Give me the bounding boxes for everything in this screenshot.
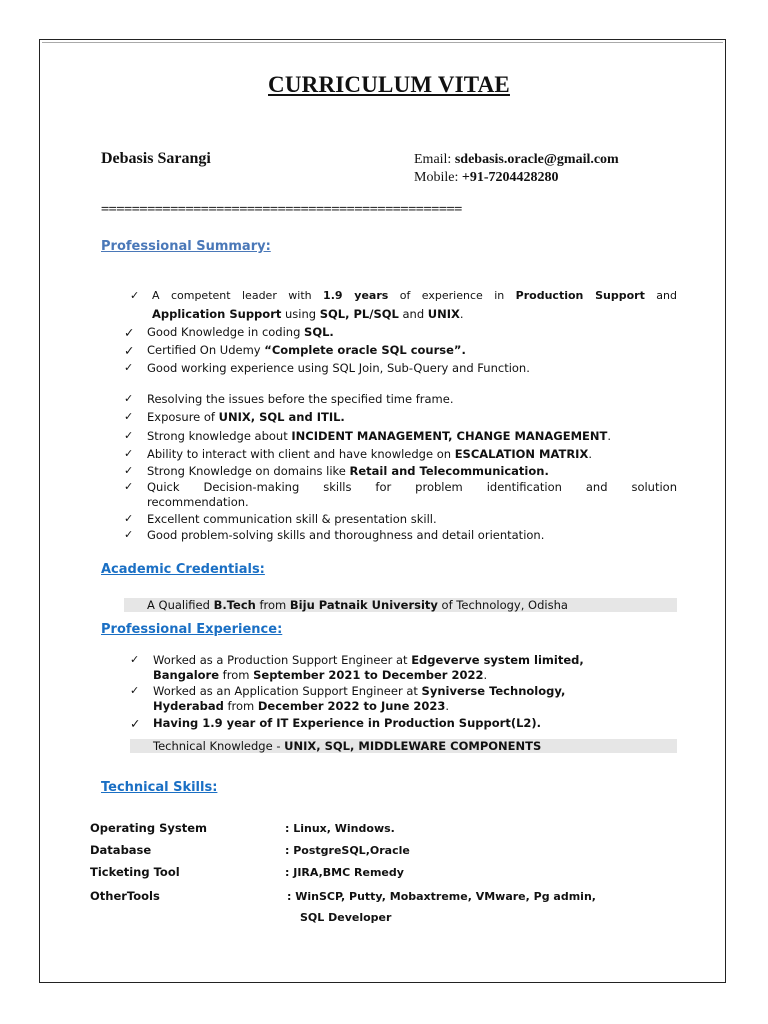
list-item-text: Excellent communication skill & presentation skill. <box>147 512 437 526</box>
skill-label: Database <box>90 843 152 857</box>
list-item <box>152 289 677 303</box>
check-mark-icon: ✓ <box>130 684 140 697</box>
list-item-text: Exposure of <box>147 410 219 424</box>
skill-value: : WinSCP, Putty, Mobaxtreme, VMware, Pg admin, <box>287 890 596 903</box>
list-item-text: of Technology, Odisha <box>437 598 568 612</box>
list-item-text: . <box>588 447 592 461</box>
list-item-text: Good problem-solving skills and thoroughness and detail orientation. <box>147 528 545 542</box>
check-mark-icon: ✓ <box>130 653 140 666</box>
list-item-text: Bangalore <box>153 668 220 682</box>
list-item-text: Certified On Udemy <box>147 343 265 357</box>
check-mark-icon: ✓ <box>124 325 135 340</box>
list-item-text: . <box>459 307 464 321</box>
list-item <box>147 464 549 478</box>
check-mark-icon: ✓ <box>124 480 134 493</box>
check-mark-icon: ✓ <box>130 289 140 302</box>
list-item <box>124 598 677 612</box>
list-item-text: Biju Patnaik University <box>289 598 438 612</box>
section-heading-technical-skills: Technical Skills: <box>101 780 218 795</box>
check-mark-icon: ✓ <box>124 392 134 405</box>
list-item-text: SQL, PL/SQL <box>319 307 399 321</box>
list-item <box>153 653 584 667</box>
list-item <box>152 307 464 321</box>
list-item <box>153 684 565 698</box>
document-title: CURRICULUM VITAE <box>268 72 510 97</box>
list-item <box>147 480 677 494</box>
email-value: sdebasis.oracle@gmail.com <box>454 152 619 167</box>
list-item <box>147 429 611 443</box>
list-item <box>130 739 677 753</box>
skill-label: OtherTools <box>90 889 160 903</box>
mobile-line <box>414 170 558 186</box>
list-item-text: Production Support <box>515 289 645 302</box>
list-item <box>153 668 487 682</box>
list-item-text: Good Knowledge in coding <box>147 325 305 339</box>
list-item-text: Worked as an Application Support Engineer at <box>153 684 422 698</box>
list-item-text: Strong knowledge about <box>147 429 292 443</box>
list-item-text: . <box>483 668 488 682</box>
list-item <box>147 495 249 509</box>
list-item-text: . <box>445 699 450 713</box>
list-item-text: recommendation. <box>147 495 249 509</box>
list-item-text: Retail and Telecommunication. <box>349 464 549 478</box>
list-item-text: ESCALATION MATRIX <box>454 447 589 461</box>
list-item <box>147 410 345 424</box>
list-item <box>147 325 334 339</box>
list-item <box>147 343 466 357</box>
list-item-text: UNIX <box>427 307 460 321</box>
list-item <box>153 699 449 713</box>
skill-value: : JIRA,BMC Remedy <box>285 866 404 879</box>
separator-line: =============================================== <box>101 201 462 217</box>
section-heading-summary: Professional Summary: <box>101 239 271 254</box>
section-heading-experience: Professional Experience: <box>101 622 283 637</box>
list-item-text: Worked as a Production Support Engineer at <box>153 653 412 667</box>
list-item-text: B.Tech <box>213 598 256 612</box>
list-item-text: “Complete oracle SQL course”. <box>264 343 466 357</box>
list-item-text: Hyderabad <box>153 699 224 713</box>
list-item <box>147 528 544 542</box>
check-mark-icon: ✓ <box>124 361 134 374</box>
list-item-text: December 2022 to June 2023 <box>257 699 446 713</box>
mobile-value: +91-7204428280 <box>461 170 559 185</box>
list-item-text: Strong Knowledge on domains like <box>147 464 350 478</box>
list-item-text: UNIX, SQL, MIDDLEWARE COMPONENTS <box>284 739 542 753</box>
list-item-text: . <box>607 429 612 443</box>
skill-label: Operating System <box>90 821 208 835</box>
check-mark-icon: ✓ <box>124 343 135 358</box>
list-item-text: SQL. <box>304 325 334 339</box>
list-item-text: Resolving the issues before the specified time frame. <box>147 392 454 406</box>
check-mark-icon: ✓ <box>124 429 134 442</box>
list-item-text: Having 1.9 year of IT Experience in Production Support(L2). <box>153 716 542 730</box>
list-item-text: and <box>644 289 678 302</box>
list-item-text: using <box>281 307 320 321</box>
list-item-text: 1.9 years <box>323 289 389 302</box>
skill-value: : PostgreSQL,Oracle <box>285 844 410 857</box>
skill-value-continuation: SQL Developer <box>300 911 392 924</box>
page-border <box>39 39 726 983</box>
check-mark-icon: ✓ <box>124 528 134 541</box>
list-item <box>147 447 592 461</box>
list-item-text: and <box>398 307 428 321</box>
list-item-text: Quick Decision-making skills for problem identification and solution <box>147 480 677 494</box>
list-item <box>147 512 437 526</box>
list-item-text: from <box>255 598 290 612</box>
candidate-name: Debasis Sarangi <box>101 150 211 167</box>
list-item-text: from <box>219 668 254 682</box>
list-item-text: from <box>223 699 258 713</box>
list-item-text: Edgeverve system limited, <box>411 653 584 667</box>
list-item <box>147 361 530 375</box>
check-mark-icon: ✓ <box>124 512 134 525</box>
check-mark-icon: ✓ <box>124 464 134 477</box>
list-item-text: UNIX, SQL and ITIL. <box>218 410 345 424</box>
list-item-text: Application Support <box>152 307 282 321</box>
list-item-text: September 2021 to December 2022 <box>253 668 484 682</box>
list-item-text: Good working experience using SQL Join, Sub-Query and Function. <box>147 361 530 375</box>
list-item-text: of experience in <box>388 289 516 302</box>
list-item <box>147 392 453 406</box>
list-item-text: Ability to interact with client and have knowledge on <box>147 447 455 461</box>
skill-value: : Linux, Windows. <box>285 822 395 835</box>
check-mark-icon: ✓ <box>124 410 134 423</box>
mobile-label: Mobile: <box>414 170 462 185</box>
list-item-text: INCIDENT MANAGEMENT, CHANGE MANAGEMENT <box>291 429 608 443</box>
skill-label: Ticketing Tool <box>90 865 180 879</box>
check-mark-icon: ✓ <box>130 716 141 731</box>
list-item <box>153 716 541 730</box>
list-item-text: Technical Knowledge - <box>153 739 285 753</box>
check-mark-icon: ✓ <box>124 447 134 460</box>
section-heading-academic: Academic Credentials: <box>101 562 265 577</box>
email-label: Email: <box>414 152 455 167</box>
list-item-text: A Qualified <box>147 598 214 612</box>
email-line <box>414 152 619 168</box>
list-item-text: Syniverse Technology, <box>421 684 566 698</box>
list-item-text: A competent leader with <box>152 289 324 302</box>
